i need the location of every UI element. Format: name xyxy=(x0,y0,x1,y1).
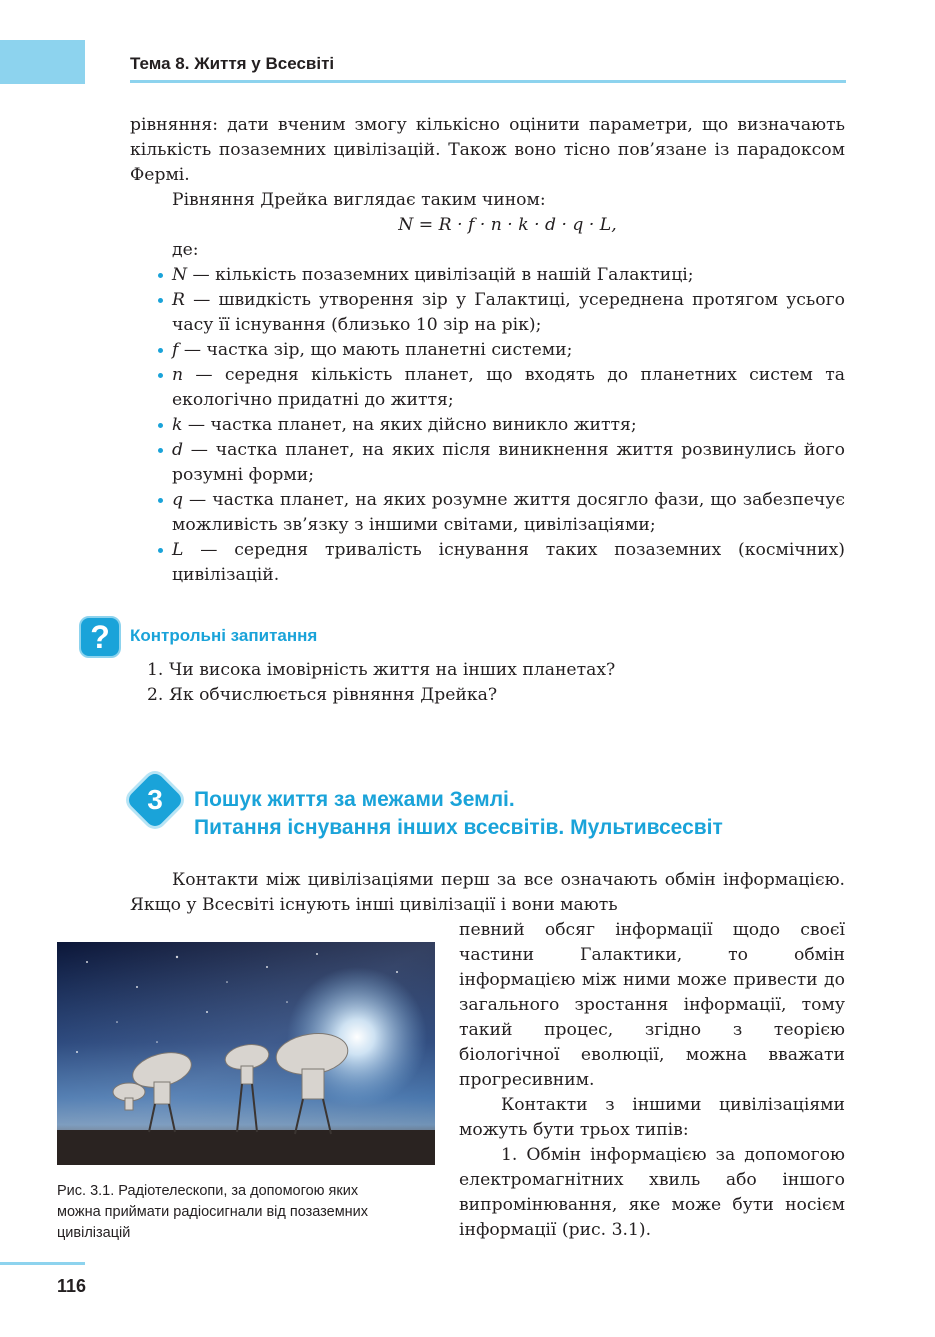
footer-rule xyxy=(0,1262,85,1265)
definition-item xyxy=(130,338,845,363)
definition-list xyxy=(130,263,845,588)
definition-text: — кількість позаземних цивілізацій в нашій Галактиці; xyxy=(187,265,694,285)
definition-text: — частка планет, на яких після виникнення життя розвинулись його розумні форми; xyxy=(172,440,845,485)
variable-symbol: R xyxy=(172,290,185,310)
bullet-icon xyxy=(158,348,163,353)
contact-type-1: 1. Обмін інформацією за допомогою електромагнітних хвиль або іншого випромінювання, яке може бути носієм інформації (рис. 3.1). xyxy=(459,1145,845,1240)
question-text: Чи висока імовірність життя на інших планетах? xyxy=(169,660,616,680)
definition-item xyxy=(130,413,845,438)
questions-list xyxy=(147,658,615,708)
definition-item xyxy=(130,538,845,588)
figure-caption: Рис. 3.1. Радіотелескопи, за допомогою яких можна приймати радіосигнали від позаземних цивілізацій xyxy=(57,1183,369,1241)
variable-symbol: N xyxy=(172,265,188,285)
drake-section xyxy=(130,113,845,588)
header-tab-block xyxy=(0,40,85,84)
section-title xyxy=(194,786,723,842)
contact-types-paragraph: Контакти з іншими цивілізаціями можуть бути трьох типів: xyxy=(459,1095,845,1140)
section-paragraph-continued: певний обсяг інформації щодо своєї частини Галактики, то обмін інформацією між ними може привести до загального зростання інформації, тому такий процес, згідно з теорією біологічної еволюції, можна вважати прогресивним. xyxy=(459,920,845,1090)
bullet-icon xyxy=(158,273,163,278)
question-item xyxy=(147,658,615,683)
intro-paragraph: рівняння: дати вченим змогу кількісно оцінити параметри, що визначають кількість позаземних цивілізацій. Також воно тісно пов’язане із парадоксом Фермі. xyxy=(130,115,845,185)
definition-item xyxy=(130,488,845,538)
variable-symbol: q xyxy=(172,490,184,510)
definition-item xyxy=(130,288,845,338)
formula-intro: Рівняння Дрейка виглядає таким чином: xyxy=(172,190,546,210)
section-title-line: Пошук життя за межами Землі. xyxy=(194,788,515,811)
header-rule xyxy=(130,80,846,83)
drake-formula: N = R · f · n · k · d · q · L, xyxy=(398,215,617,235)
radio-telescopes-photo xyxy=(57,942,435,1165)
question-item xyxy=(147,683,615,708)
definition-text: — частка планет, на яких дійсно виникло життя; xyxy=(182,415,637,435)
running-header: Тема 8. Життя у Всесвіті xyxy=(130,54,335,73)
question-text: Як обчислюється рівняння Дрейка? xyxy=(169,685,498,705)
definition-item xyxy=(130,363,845,413)
bullet-icon xyxy=(158,548,163,553)
bullet-icon xyxy=(158,448,163,453)
section-lead xyxy=(130,868,845,918)
bullet-icon xyxy=(158,373,163,378)
section-title-line: Питання існування інших всесвітів. Мультивсесвіт xyxy=(194,816,723,839)
variable-symbol: L xyxy=(172,540,184,560)
definition-item xyxy=(130,263,845,288)
bullet-icon xyxy=(158,498,163,503)
right-column xyxy=(459,918,845,1243)
variable-symbol: d xyxy=(172,440,184,460)
where-label: де: xyxy=(172,240,199,260)
bullet-icon xyxy=(158,298,163,303)
definition-text: — частка зір, що мають планетні системи; xyxy=(178,340,573,360)
question-number: 2. xyxy=(147,685,164,705)
definition-text: — середня тривалість існування таких позаземних (космічних) цивілізацій. xyxy=(172,540,845,585)
definition-text: — швидкість утворення зір у Галактиці, усереднена протягом усього часу її існування (близько 10 зір на рік); xyxy=(172,290,845,335)
bullet-icon xyxy=(158,423,163,428)
section-number: 3 xyxy=(147,784,163,815)
definition-item xyxy=(130,438,845,488)
question-mark-icon: ? xyxy=(79,616,121,658)
definition-text: — середня кількість планет, що входять до планетних систем та екологічно придатні до життя; xyxy=(172,365,845,410)
question-number: 1. xyxy=(147,660,164,680)
page-number: 116 xyxy=(57,1276,87,1296)
section-paragraph: Контакти між цивілізаціями перш за все означають обмін інформацією. Якщо у Всесвіті існують інші цивілізації і вони мають xyxy=(130,870,845,915)
variable-symbol: f xyxy=(172,340,179,360)
variable-symbol: k xyxy=(172,415,183,435)
photo-illustration xyxy=(57,942,435,1165)
questions-heading: Контрольні запитання xyxy=(130,626,318,645)
variable-symbol: n xyxy=(172,365,184,385)
definition-text: — частка планет, на яких розумне життя досягло фази, що забезпечує можливість зв’язку з іншими світами, цивілізаціями; xyxy=(172,490,845,535)
